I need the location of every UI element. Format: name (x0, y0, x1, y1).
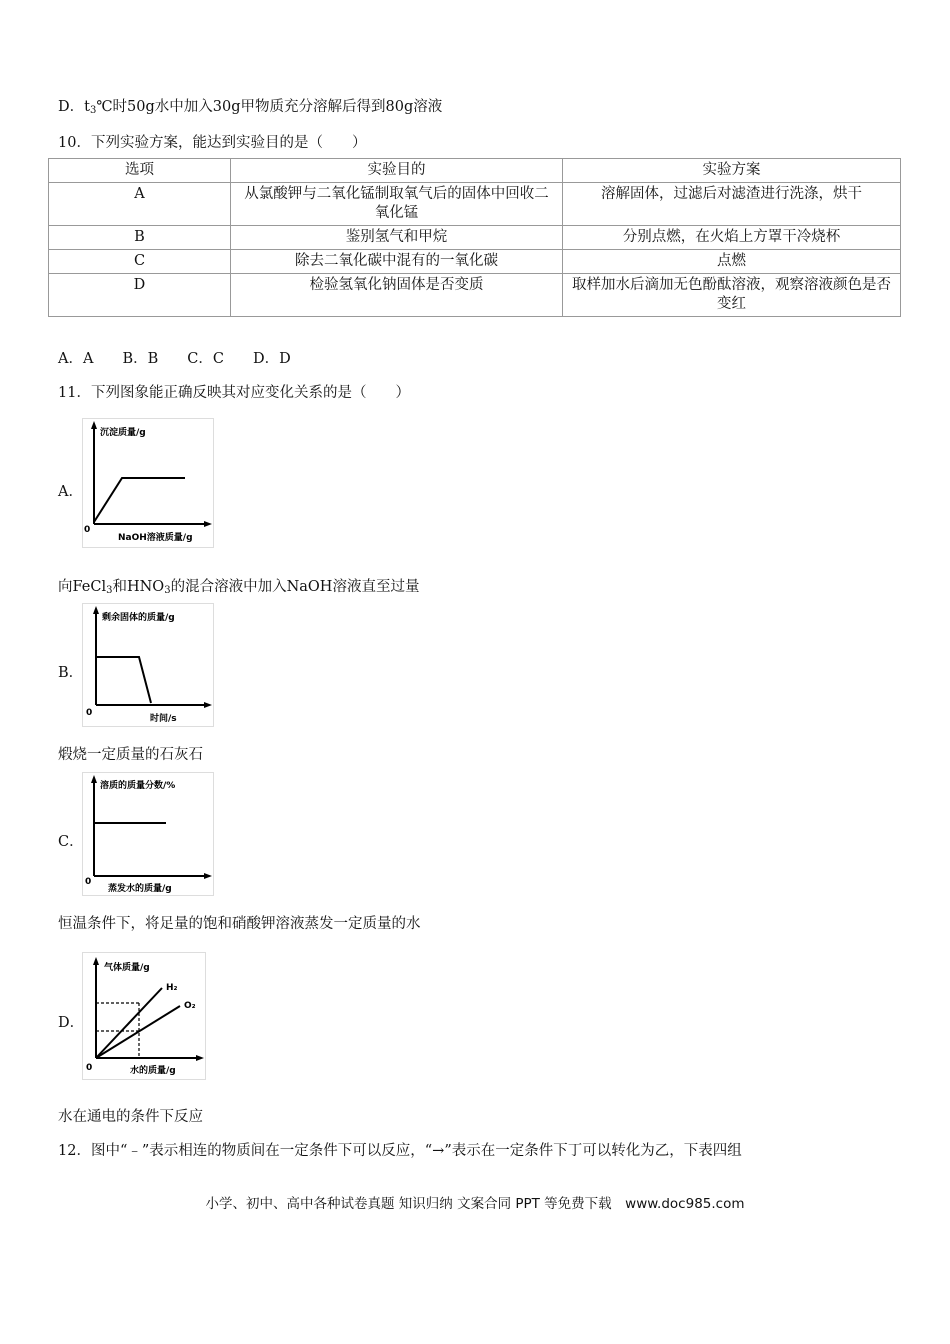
row-option: A (49, 183, 231, 226)
header-goal: 实验目的 (231, 159, 563, 183)
graph-b-label: B． (58, 665, 84, 681)
header-plan: 实验方案 (563, 159, 901, 183)
row-goal: 从氯酸钾与二氧化锰制取氧气后的固体中回收二氧化锰 (231, 183, 563, 226)
q10-table (48, 158, 901, 317)
graph-a (82, 418, 214, 548)
table-header-row (49, 159, 901, 183)
q10-stem: 10．下列实验方案，能达到实验目的是（ ） (58, 135, 367, 151)
graph-c-xlabel: 蒸发水的质量/g (108, 884, 172, 894)
row-option: D (49, 274, 231, 317)
graph-c-label: C． (58, 834, 84, 850)
graph-a-origin: 0 (84, 525, 91, 535)
header-option: 选项 (49, 159, 231, 183)
graph-a-ylabel: 沉淀质量/g (100, 428, 146, 438)
row-option: B (49, 226, 231, 250)
table-row (49, 274, 901, 317)
row-option: C (49, 250, 231, 274)
table-row (49, 250, 901, 274)
row-goal: 鉴别氢气和甲烷 (231, 226, 563, 250)
graph-d-ylabel: 气体质量/g (104, 963, 150, 973)
row-plan: 点燃 (563, 250, 901, 274)
q11-stem: 11．下列图象能正确反映其对应变化关系的是（ ） (58, 385, 410, 401)
row-goal: 检验氢氧化钠固体是否变质 (231, 274, 563, 317)
row-plan: 溶解固体，过滤后对滤渣进行洗涤，烘干 (563, 183, 901, 226)
q10-choices: A．A B．B C．C D．D (58, 351, 291, 367)
graph-d-o2-label: O₂ (184, 1001, 196, 1011)
q9-option-d: D．$t_3℃$时50g水中加入30g甲物质充分溶解后得到80g溶液 (58, 99, 443, 116)
graph-b-desc: 煅烧一定质量的石灰石 (58, 747, 203, 763)
graph-b-ylabel: 剩余固体的质量/g (102, 613, 175, 623)
graph-b (82, 603, 214, 727)
graph-a-label: A． (58, 484, 83, 500)
q12-stem: 12．图中“﹣”表示相连的物质间在一定条件下可以反应，“→”表示在一定条件下丁可以转化为乙，下表四组 (58, 1143, 742, 1159)
graph-c-ylabel: 溶质的质量分数/% (100, 781, 176, 791)
graph-c (82, 772, 214, 896)
graph-d-h2-label: H₂ (166, 983, 178, 993)
table-row (49, 226, 901, 250)
graph-d-desc: 水在通电的条件下反应 (58, 1109, 203, 1125)
graph-c-origin: 0 (85, 877, 92, 887)
graph-b-xlabel: 时间/s (150, 714, 177, 724)
table-row (49, 183, 901, 226)
graph-a-desc: 向FeCl$_3$和$HNO_3$的混合溶液中加入NaOH溶液直至过量 (58, 579, 420, 596)
row-plan: 分别点燃，在火焰上方罩干冷烧杯 (563, 226, 901, 250)
graph-c-desc: 恒温条件下，将足量的饱和硝酸钾溶液蒸发一定质量的水 (58, 916, 421, 932)
graph-b-origin: 0 (86, 708, 93, 718)
row-goal: 除去二氧化碳中混有的一氧化碳 (231, 250, 563, 274)
page-footer: 小学、初中、高中各种试卷真题 知识归纳 文案合同 PPT 等免费下载 www.doc985.com (205, 1196, 745, 1212)
row-plan: 取样加水后滴加无色酚酞溶液，观察溶液颜色是否变红 (563, 274, 901, 317)
graph-d (82, 952, 206, 1080)
graph-d-xlabel: 水的质量/g (130, 1066, 176, 1076)
graph-d-origin: 0 (86, 1063, 93, 1073)
graph-d-label: D． (58, 1015, 85, 1031)
graph-a-xlabel: NaOH溶液质量/g (118, 533, 193, 543)
